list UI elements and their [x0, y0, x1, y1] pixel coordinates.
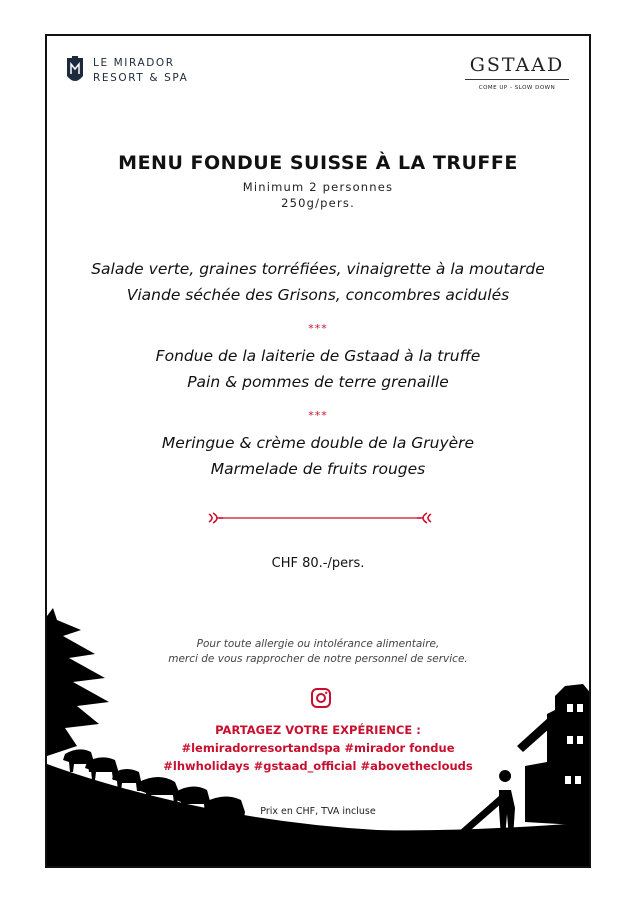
price: CHF 80.-/pers.: [271, 556, 365, 571]
portion-size: 250g/pers.: [281, 196, 355, 210]
allergy-line2: merci de vous rapprocher de notre personnel de service.: [168, 653, 468, 665]
minimum-persons: Minimum 2 personnes: [242, 180, 394, 194]
share-heading: PARTAGEZ VOTRE EXPÉRIENCE :: [215, 723, 421, 737]
separator-2: ***: [308, 409, 328, 422]
menu-page: [45, 34, 591, 868]
instagram-icon[interactable]: [310, 687, 332, 709]
gstaad-tagline: COME UP - SLOW DOWN: [478, 85, 556, 91]
gstaad-rule: [465, 79, 569, 80]
share-hashtags-1: #lemiradorresortandspa #mirador fondue: [181, 741, 455, 755]
allergy-line1: Pour toute allergie ou intolérance alimentaire,: [196, 638, 440, 650]
course3-line2: Marmelade de fruits rouges: [210, 460, 426, 478]
menu-title: MENU FONDUE SUISSE À LA TRUFFE: [118, 152, 518, 174]
separator-1: ***: [308, 322, 328, 335]
price-footnote: Prix en CHF, TVA incluse: [260, 806, 376, 817]
course2-line1: Fondue de la laiterie de Gstaad à la truffe: [155, 347, 481, 365]
course1-line1: Salade verte, graines torréfiées, vinaigrette à la moutarde: [91, 260, 545, 278]
resort-name-line2: RESORT & SPA: [93, 72, 189, 84]
course3-line1: Meringue & crème double de la Gruyère: [161, 434, 475, 452]
gstaad-wordmark: GSTAAD: [469, 54, 565, 76]
course2-line2: Pain & pommes de terre grenaille: [187, 373, 449, 391]
mirador-logo: [65, 56, 188, 86]
course1-line2: Viande séchée des Grisons, concombres acidulés: [126, 286, 510, 304]
allergy-notice: [47, 637, 589, 667]
ornament-divider: [207, 510, 433, 526]
gstaad-logo: [465, 54, 569, 91]
crest-icon: [65, 56, 85, 86]
resort-name-line1: LE MIRADOR: [93, 57, 175, 69]
share-hashtags-2: #lhwholidays #gstaad_official #abovetheclouds: [163, 759, 473, 773]
